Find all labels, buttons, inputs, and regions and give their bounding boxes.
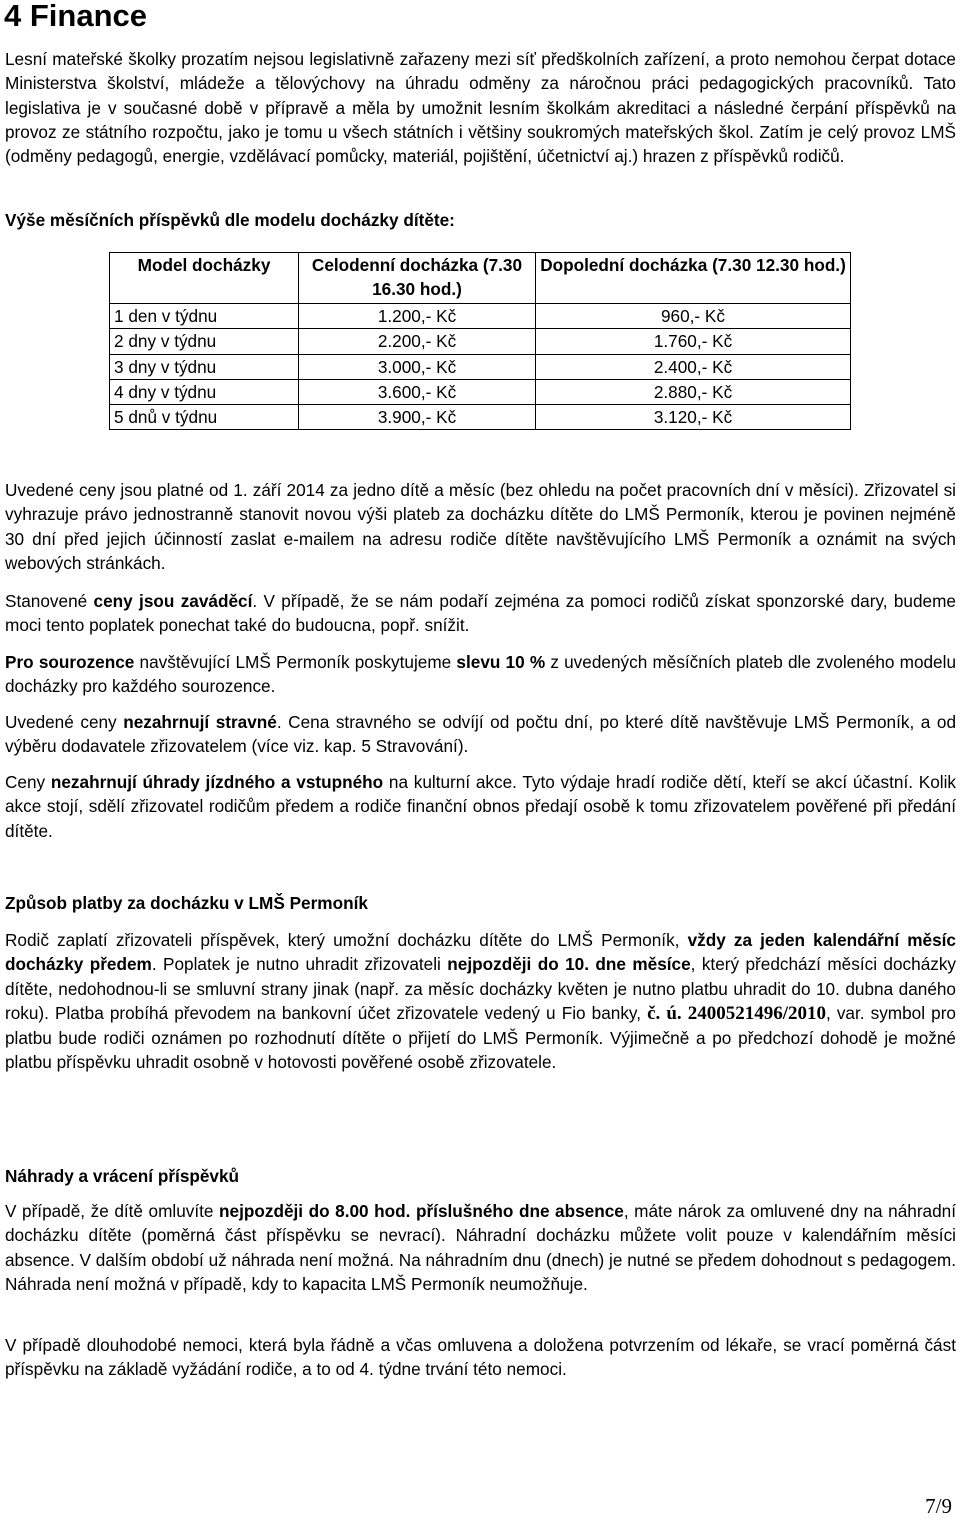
travel-text-2: na kulturní akce. Tyto výdaje hradí rodiče dětí, kteří se akcí účastní. Kolik akce stojí, sdělí zřizovatel rodičům předem a rodiče finanční obnos předají osobě k tomu zřizovatelem pověřené při předání dítěte. [5, 772, 956, 841]
refunds-paragraph [5, 1199, 956, 1296]
row-full-day-price: 1.200,- Kč [299, 304, 536, 329]
meals-text-2: . Cena stravného se odvíjí od počtu dní, po které dítě navštěvuje LMŠ Permoník, a od výběru dodavatele zřizovatelem (více viz. kap. 5 Stravování). [5, 712, 957, 757]
siblings-text-2: z uvedených měsíčních plateb dle zvoleného modelu docházky pro každého sourozence. [5, 652, 956, 697]
refunds-bold: nejpozději do 8.00 hod. příslušného dne absence [219, 1201, 624, 1221]
bank-account-number: č. ú. 2400521496/2010 [647, 1002, 826, 1024]
prices-text-2: Zřizovatel si vyhrazuje právo jednostranně stanovit novou výši plateb za docházku dítěte do LMŠ Permoník, kterou je povinen nejméně 30 dní před jejich účinností zaslat e-mailem na adresu rodiče dítěte navštěvujícího LMŠ Permoník a oznámit na svých webových stránkách. [5, 480, 956, 573]
header-morning: Dopolední docházka (7.30 12.30 hod.) [536, 253, 851, 304]
row-model: 2 dny v týdnu [110, 329, 299, 354]
row-full-day-price: 3.000,- Kč [299, 354, 536, 379]
fee-table [109, 252, 851, 430]
table-row [110, 405, 851, 430]
intro-prices-bold: ceny jsou zaváděcí [93, 591, 253, 611]
payment-text-2: . Poplatek je nutno uhradit zřizovateli [151, 954, 448, 975]
siblings-bold-1: Pro sourozence [5, 652, 135, 672]
travel-text-1: Ceny [5, 772, 51, 792]
row-model: 4 dny v týdnu [110, 379, 299, 404]
row-morning-price: 1.760,- Kč [536, 329, 851, 354]
travel-paragraph [5, 770, 956, 843]
payment-heading: Způsob platby za docházku v LMŠ Permoník [5, 893, 368, 913]
meals-text-1: Uvedené ceny [5, 712, 124, 732]
intro-text-2: Zatím je celý provoz LMŠ (odměny pedagogů, energie, vzdělávací pomůcky, materiál, pojištění, účetnictví aj.) hrazen z příspěvků rodičů. [5, 121, 956, 167]
header-model: Model docházky [110, 253, 299, 304]
siblings-paragraph [5, 650, 956, 699]
row-morning-price: 3.120,- Kč [536, 405, 851, 430]
table-row [110, 329, 851, 354]
header-full-day: Celodenní docházka (7.30 16.30 hod.) [299, 253, 536, 304]
row-morning-price: 2.880,- Kč [536, 379, 851, 404]
travel-bold: nezahrnují úhrady jízdného a vstupného [50, 772, 384, 792]
intro-prices-text-2: . V případě, že se nám podaří zejména za pomoci rodičů získat sponzorské dary, budeme moci tento poplatek ponechat také do budoucna, popř. snížit. [5, 591, 956, 636]
prices-text-1: Uvedené ceny jsou platné od 1. září 2014 za jedno dítě a měsíc (bez ohledu na počet pracovních dní v měsíci). [5, 480, 859, 500]
payment-text-3: , který předchází měsíci docházky dítěte, nedohodnou-li se smluvní strany jinak (např. za měsíc docházky květen je nutno platbu uhradit do 10. dubna daného roku). Platba probíhá převodem na bankovní účet zřizovatele vedený u Fio banky, [5, 954, 957, 1023]
illness-paragraph: V případě dlouhodobé nemoci, která byla řádně a včas omluvena a doložena potvrzením od lékaře, se vrací poměrná část příspěvku na základě vyžádání rodiče, a to od 4. týdne trvání této nemoci. [5, 1335, 956, 1380]
payment-bold-2: nejpozději do 10. dne měsíce [447, 954, 691, 975]
row-full-day-price: 2.200,- Kč [299, 329, 536, 354]
table-header-row [110, 253, 851, 304]
payment-bold-1: vždy za jeden kalendářní měsíc docházky předem [5, 930, 956, 975]
chapter-title: 4 Finance [4, 0, 147, 33]
payment-text-1: Rodič zaplatí zřizovateli příspěvek, který umožní docházku dítěte do LMŠ Permoník, [5, 930, 688, 950]
meals-bold: nezahrnují stravné [123, 712, 277, 732]
row-morning-price: 960,- Kč [536, 304, 851, 329]
refunds-text-2: , máte nárok za omluvené dny na náhradní docházku dítěte (poměrná část příspěvku se nevrací). Náhradní docházku můžete volit pouze v kalendářním měsíci absence. V dalším období už náhrada není možná. Na náhradním dnu (dnech) je nutné se předem dohodnout s pedagogem. Náhrada není možná v případě, kdy to kapacita LMŠ Permoník neumožňuje. [5, 1201, 957, 1294]
row-full-day-price: 3.600,- Kč [299, 379, 536, 404]
payment-text-4: , var. symbol pro platbu bude rodiči oznámen po rozhodnutí dítěte o přijetí do LMŠ Permoník. Výjimečně a po předchozí dohodě je možné platbu příspěvku uhradit osobně v hotovosti pověřené osobě zřizovatele. [5, 1002, 956, 1073]
row-model: 3 dny v týdnu [110, 354, 299, 379]
table-row [110, 354, 851, 379]
row-full-day-price: 3.900,- Kč [299, 405, 536, 430]
intro-text-1: Lesní mateřské školky prozatím nejsou legislativně zařazeny mezi síť předškolních zařízení, a proto nemohou čerpat dotace Ministerstva školství, mládeže a tělovýchovy na úhradu odměny za náročnou práci pedagogických pracovníků. Tato legislativa je v současné době v přípravě a měla by umožnit lesním školkám akreditaci a následné čerpání příspěvků na provoz ze státního rozpočtu, jako je tomu u všech státních i většiny soukromých mateřských škol. [5, 49, 956, 142]
intro-paragraph [5, 47, 956, 168]
table-row [110, 379, 851, 404]
refunds-heading: Náhrady a vrácení příspěvků [5, 1166, 240, 1186]
meals-paragraph [5, 710, 956, 759]
prices-paragraph [5, 478, 956, 575]
introductory-prices-paragraph [5, 589, 956, 638]
payment-paragraph [5, 928, 956, 1075]
siblings-bold-2: slevu 10 % [456, 652, 546, 672]
intro-prices-text-1: Stanovené [5, 591, 94, 611]
table-row [110, 304, 851, 329]
row-model: 5 dnů v týdnu [110, 405, 299, 430]
refunds-text-1: V případě, že dítě omluvíte [5, 1201, 220, 1221]
table-heading: Výše měsíčních příspěvků dle modelu docházky dítěte: [5, 210, 455, 230]
siblings-text-1: navštěvující LMŠ Permoník poskytujeme [134, 652, 457, 672]
row-model: 1 den v týdnu [110, 304, 299, 329]
row-morning-price: 2.400,- Kč [536, 354, 851, 379]
page-number: 7/9 [925, 1494, 952, 1518]
